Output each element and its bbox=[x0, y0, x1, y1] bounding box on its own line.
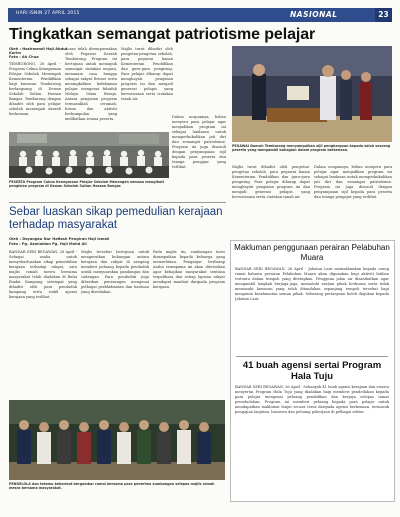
article1-photo-classroom bbox=[9, 132, 169, 178]
article2-column-3 bbox=[153, 250, 225, 396]
article1-byline-writer: Oleh : Hazirwandi Haji Abdul Karim bbox=[9, 47, 67, 55]
article2-photo-group bbox=[9, 400, 225, 480]
divider-line bbox=[9, 202, 226, 203]
article2-col3-text: Pada majlis itu, sumbangan turut disampaikan kepada keluarga yang memerlukan. Penganjur berharap usaha seumpama ini akan diteruskan agar kebajikan masyarakat sentiasa terpelihara dan setiap lapisan rakyat mendapat manfaat daripada program kerajaan. bbox=[153, 250, 225, 289]
article1-headline: Tingkatkan semangat patriotisme pelajar bbox=[9, 26, 316, 43]
article1-continued-right bbox=[314, 165, 392, 205]
article3-headline: Makluman penggunaan perairan Pelabuhan Muara bbox=[234, 243, 390, 262]
article1-continued-left-text: Majlis turut dihadiri oleh pengetua-pengetua sekolah, para pegawai kanan Kementerian Pendidikan dan guru-guru pengiring. Para pelajar diharap dapat menghayati pengisian program ini dan menjadi generasi pelapis yang berwawasan serta cintakan tanah air. bbox=[232, 165, 310, 199]
article1-photo1-caption: PESERTA Program Cakna Kenegaraan Pelajar Sekolah Menengah semasa mengikuti pengisian program di Dewan Sekolah Sultan Hassan Bangar. bbox=[9, 180, 164, 189]
article2-col1-text: BANDAR SERI BEGAWAN, 26 April - Sebagai usaha untuk menyebarluaskan sikap pemedulian kerajaan terhadap rakyat, satu majlis ramah mesra bersama masyarakat telah diadakan di Balai Ibadat Kampung setempat yang dihadiri oleh para penduduk kampung serta wakil agensi kerajaan yang terlibat. bbox=[9, 250, 77, 299]
article1-column-3 bbox=[121, 47, 173, 132]
section-name: NASIONAL bbox=[290, 10, 338, 19]
article4-body-text: BANDAR SERI BEGAWAN, 26 April - Sebanyak 41 buah agensi kerajaan dan swasta menyertai Program Hala Tuju yang diadakan bagi memberi pendedahan kepada para pelajar mengenai peluang pendidikan dan kerjaya selepas tamat persekolahan. Program ini memberi peluang kepada para pelajar untuk mendapatkan maklumat lanjut secara terus daripada agensi berkenaan, termasuk pengajian lanjutan, biasiswa dan peluang pekerjaan di pelbagai sektor. bbox=[235, 385, 389, 414]
article3-body-text: BANDAR SERI BEGAWAN, 26 April - Jabatan Laut memaklumkan kepada orang ramai bahawa perairan Pelabuhan Muara akan digunakan bagi aktiviti latihan tertentu dalam tempoh yang ditetapkan. Pengguna jalan air dinasihatkan agar mengambil langkah berjaga-jaga, mematuhi arahan pihak berkuasa serta tidak memasuki kawasan yang telah ditandakan sepanjang tempoh tersebut bagi menjamin keselamatan semua pihak. Sebarang pertanyaan boleh diajukan kepada Jabatan Laut. bbox=[235, 267, 389, 301]
article2-column-2 bbox=[81, 250, 149, 396]
issue-date: HARI ISNIN 27 APRIL 2015 bbox=[16, 11, 80, 16]
article2-column-1 bbox=[9, 250, 77, 396]
article1-column-4 bbox=[172, 115, 226, 195]
article1-byline bbox=[9, 47, 71, 59]
article4-headline: 41 buah agensi sertai Program Hala Tuju bbox=[242, 360, 382, 382]
article1-column-2 bbox=[65, 47, 117, 132]
article2-headline: Sebar luaskan sikap pemedulian kerajaan terhadap masyarakat bbox=[9, 206, 223, 231]
article1-col4-text: Dalam ucapannya, beliau menyeru para pelajar agar menjadikan program ini sebagai landasan untuk memperkukuhkan jati diri dan semangat patriotisme. Program ini juga disusuli dengan penyampaian sijil kepada para peserta dan tenaga pengajar yang terlibat. bbox=[172, 115, 226, 169]
classroom-photo-image bbox=[9, 132, 169, 178]
article1-photo2-caption: PEGAWAI Daerah Temburong menyampaikan sijil penghargaan kepada salah seorang peserta yang mengambil bahagian dalam program berkenaan. bbox=[232, 144, 391, 153]
article2-col2-text: Majlis tersebut bertujuan untuk mengeratkan hubungan antara kerajaan dan rakyat di samping memberi peluang kepada penduduk untuk menyuarakan pandangan dan cadangan. Para penduduk juga diberikan penerangan mengenai pelbagai perkhidmatan dan bantuan yang disediakan. bbox=[81, 250, 149, 294]
article1-col1-text: TEMBURONG, 26 April - Program Cakna Kenegaraan Pelajar Sekolah Menengah Kementerian Pendidikan bagi kawasan Temburong berlangsung di Dewan Sekolah Sultan Hassan Bangar, Temburong dengan dihadiri oleh para pelajar sekolah menengah daerah berkenaan. bbox=[9, 62, 61, 116]
article1-continued-right-text: Dalam ucapannya, beliau menyeru para pelajar agar menjadikan program ini sebagai landasan untuk memperkukuhkan jati diri dan semangat patriotisme. Program ini juga disusuli dengan penyampaian sijil kepada para peserta dan tenaga pengajar yang terlibat. bbox=[314, 165, 392, 199]
ceremony-photo-image bbox=[232, 46, 392, 142]
article3-body bbox=[235, 267, 389, 355]
article1-continued-left bbox=[232, 165, 310, 205]
article1-col3-text: Majlis turut dihadiri oleh pengetua-pengetua sekolah, para pegawai kanan Kementerian Pendidikan dan guru-guru pengiring. Para pelajar diharap dapat menghayati pengisian program ini dan menjadi generasi pelapis yang berwawasan serta cintakan tanah air. bbox=[121, 47, 173, 101]
article2-photo-caption: PENGELOLA dan tetamu kehormat bergambar ramai bersama para penerima sumbangan selepas majlis ramah mesra bersama masyarakat. bbox=[9, 482, 215, 491]
article1-col2-text: Acara telah disempurnakan oleh Pegawai Daerah Temburong. Program ini bertujuan untuk memupuk semangat cintakan negara, menanam rasa bangga sebagai rakyat Brunei serta meningkatkan kefahaman pelajar mengenai falsafah Melayu Islam Beraja. Antara pengisian program termasuklah ceramah, forum dan aktiviti berkumpulan yang melibatkan semua peserta. bbox=[65, 47, 117, 121]
article2-byline-photo: Foto : Pg. Azmialdon Pg. Haji Mohd Ali bbox=[9, 242, 87, 246]
article2-byline bbox=[9, 237, 224, 247]
page-number: 23 bbox=[375, 8, 392, 22]
article1-byline-photo: Foto : Ah Chua bbox=[9, 55, 39, 59]
article1-column-1 bbox=[9, 62, 61, 132]
sidebar-divider bbox=[236, 356, 388, 357]
group-photo-image bbox=[9, 400, 225, 480]
article4-body bbox=[235, 385, 389, 495]
article1-photo-ceremony bbox=[232, 46, 392, 142]
article2-byline-writer: Oleh : Dayangku Nur Hafizah Pengiran Haji Ismail bbox=[9, 237, 110, 241]
